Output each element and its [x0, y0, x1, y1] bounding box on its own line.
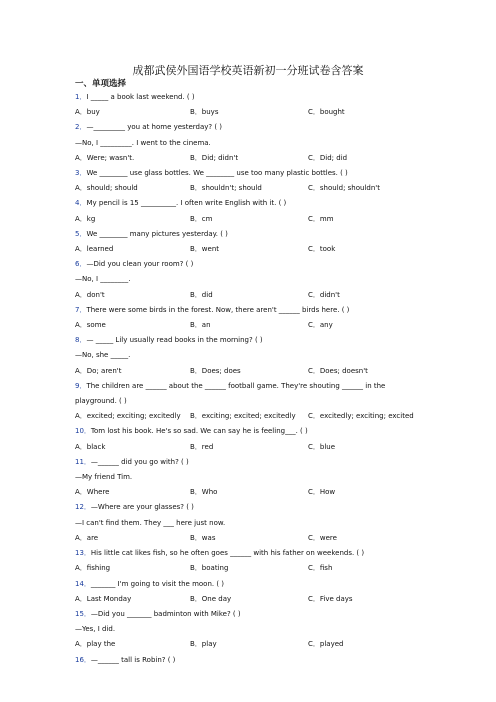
options-row — [75, 592, 420, 607]
question-item — [75, 424, 420, 454]
options-row — [75, 364, 420, 379]
question-item — [75, 500, 420, 546]
options-row — [75, 561, 420, 576]
answer-option[interactable]: C．took — [308, 245, 336, 254]
question-item — [75, 607, 420, 653]
question-item — [75, 333, 420, 379]
question-item — [75, 455, 420, 501]
answer-option[interactable]: B．boating — [190, 564, 229, 573]
question-text: —______ tall is Robin? ( ) — [90, 655, 176, 664]
question-text: —Where are your glasses? ( ) — [90, 503, 194, 512]
options-row — [75, 637, 420, 652]
question-stem — [75, 500, 420, 515]
question-text: I _____ a book last weekend. ( ) — [86, 93, 195, 101]
answer-option[interactable]: A．Where — [75, 488, 110, 497]
answer-option[interactable]: C．should; shouldn't — [308, 184, 380, 193]
answer-option[interactable]: B．Does; does — [190, 366, 241, 375]
question-number: 7． — [75, 305, 87, 314]
options-row — [75, 485, 420, 500]
question-text: His little cat likes fish, so he often goes ______ with his father on weekends. ( ) — [90, 549, 365, 558]
options-row — [75, 318, 420, 333]
question-number: 15． — [75, 609, 91, 618]
question-stem — [75, 303, 420, 318]
question-number: 1． — [75, 93, 87, 101]
answer-option[interactable]: C．Does; doesn't — [308, 366, 368, 375]
question-stem — [75, 120, 420, 135]
answer-option[interactable]: B．shouldn't; should — [190, 184, 262, 193]
answer-option[interactable]: A．play the — [75, 640, 116, 649]
answer-option[interactable]: A．fishing — [75, 564, 111, 573]
question-item — [75, 227, 420, 257]
question-number: 5． — [75, 229, 87, 238]
answer-option[interactable]: A．some — [75, 321, 106, 330]
question-stem — [75, 196, 420, 211]
question-item — [75, 379, 420, 425]
answer-option[interactable]: C．blue — [308, 442, 336, 451]
question-text: We ________ use glass bottles. We ________ use too many plastic bottles. ( ) — [86, 169, 348, 178]
options-row — [75, 212, 420, 227]
options-row — [75, 151, 420, 166]
answer-option[interactable]: C．fish — [308, 564, 333, 573]
answer-option[interactable]: C．didn't — [308, 290, 340, 299]
question-number: 8． — [75, 336, 87, 345]
answer-option[interactable]: A．buy — [75, 108, 100, 117]
answer-option[interactable]: A．don't — [75, 290, 105, 299]
question-item — [75, 90, 420, 120]
question-text: Tom lost his book. He's so sad. We can say he is feeling___. ( ) — [90, 427, 308, 436]
question-stem — [75, 577, 420, 592]
answer-option[interactable]: B．was — [190, 533, 216, 542]
answer-option[interactable]: C．Five days — [308, 594, 353, 603]
options-row — [75, 531, 420, 546]
answer-option[interactable]: C．were — [308, 533, 337, 542]
question-list — [75, 90, 420, 668]
question-text: —Did you clean your room? ( ) — [86, 260, 194, 269]
options-row — [75, 440, 420, 455]
question-number: 6． — [75, 260, 87, 269]
question-number: 11． — [75, 457, 91, 466]
answer-option[interactable]: C．excitedly; exciting; excited — [308, 412, 414, 421]
question-item — [75, 257, 420, 303]
answer-option[interactable]: A．black — [75, 442, 106, 451]
question-number: 3． — [75, 169, 87, 178]
question-item — [75, 303, 420, 333]
dialogue-line: —I can't find them. They ___ here just now. — [75, 518, 226, 527]
question-text: _______ I'm going to visit the moon. ( ) — [90, 579, 225, 588]
dialogue-line: —No, I _________. I went to the cinema. — [75, 138, 211, 147]
question-item — [75, 577, 420, 607]
page-title: 成都武侯外国语学校英语新初一分班试卷含答案 — [132, 64, 364, 77]
answer-option[interactable]: B．went — [190, 245, 220, 254]
answer-option[interactable]: A．Last Monday — [75, 594, 132, 603]
answer-option[interactable]: B．red — [190, 442, 214, 451]
answer-option[interactable]: B．buys — [190, 108, 219, 117]
question-stem — [75, 166, 420, 181]
question-text: My pencil is 15 __________. I often write English with it. ( ) — [86, 199, 287, 208]
question-stem — [75, 333, 420, 348]
question-stem — [75, 227, 420, 242]
answer-option[interactable]: B．did — [190, 290, 213, 299]
question-item — [75, 546, 420, 576]
question-text: —Did you _______ badminton with Mike? ( ) — [90, 609, 241, 618]
question-text: —_________ you at home yesterday? ( ) — [86, 123, 223, 132]
answer-option[interactable]: A．are — [75, 533, 99, 542]
question-number: 14． — [75, 579, 91, 588]
dialogue-line: —No, she _____. — [75, 351, 131, 360]
answer-option[interactable]: A．excited; exciting; excitedly — [75, 412, 181, 421]
question-number: 2． — [75, 123, 87, 132]
question-number: 16． — [75, 655, 91, 664]
answer-option[interactable]: C．How — [308, 488, 336, 497]
options-row — [75, 409, 420, 424]
question-number: 10． — [75, 427, 91, 436]
question-text: The children are ______ about the ______ football game. They're shouting ______ in the playground. ( ) — [75, 381, 386, 406]
options-row — [75, 242, 420, 257]
answer-option[interactable]: B．play — [190, 640, 217, 649]
options-row — [75, 181, 420, 196]
question-stem — [75, 653, 420, 668]
question-item — [75, 653, 420, 668]
answer-option[interactable]: B．One day — [190, 594, 232, 603]
question-stem — [75, 90, 420, 105]
question-stem — [75, 455, 420, 470]
answer-option[interactable]: C．bought — [308, 108, 345, 117]
question-item — [75, 196, 420, 226]
dialogue-line: —Yes, I did. — [75, 625, 116, 634]
question-number: 12． — [75, 503, 91, 512]
answer-option[interactable]: C．any — [308, 321, 333, 330]
dialogue-line: —My friend Tim. — [75, 473, 133, 482]
question-text: There were some birds in the forest. Now, there aren't ______ birds here. ( ) — [86, 305, 350, 314]
question-text: —______ did you go with? ( ) — [90, 457, 189, 466]
question-stem — [75, 607, 420, 622]
answer-option[interactable]: B．an — [190, 321, 211, 330]
answer-option[interactable]: B．cm — [190, 214, 213, 223]
question-stem — [75, 379, 420, 409]
answer-option[interactable]: A．Were; wasn't. — [75, 153, 135, 162]
options-row — [75, 288, 420, 303]
answer-option[interactable]: A．should; should — [75, 184, 138, 193]
answer-option[interactable]: C．Did; did — [308, 153, 348, 162]
question-item — [75, 120, 420, 166]
answer-option[interactable]: C．mm — [308, 214, 334, 223]
question-stem — [75, 546, 420, 561]
dialogue-line: —No, I ________. — [75, 275, 131, 284]
answer-option[interactable]: A．Do; aren't — [75, 366, 122, 375]
answer-option[interactable]: A．kg — [75, 214, 96, 223]
question-number: 4． — [75, 199, 87, 208]
section-heading: 一、单项选择 — [75, 79, 127, 89]
question-number: 13． — [75, 549, 91, 558]
question-text: We ________ many pictures yesterday. ( ) — [86, 229, 228, 238]
question-text: — _____ Lily usually read books in the morning? ( ) — [86, 336, 263, 345]
answer-option[interactable]: B．Did; didn't — [190, 153, 239, 162]
answer-option[interactable]: A．learned — [75, 245, 114, 254]
question-stem — [75, 257, 420, 272]
answer-option[interactable]: B．exciting; excited; excitedly — [190, 412, 296, 421]
question-item — [75, 166, 420, 196]
question-number: 9． — [75, 381, 87, 390]
answer-option[interactable]: C．played — [308, 640, 344, 649]
question-stem — [75, 424, 420, 439]
answer-option[interactable]: B．Who — [190, 488, 218, 497]
options-row — [75, 105, 420, 120]
